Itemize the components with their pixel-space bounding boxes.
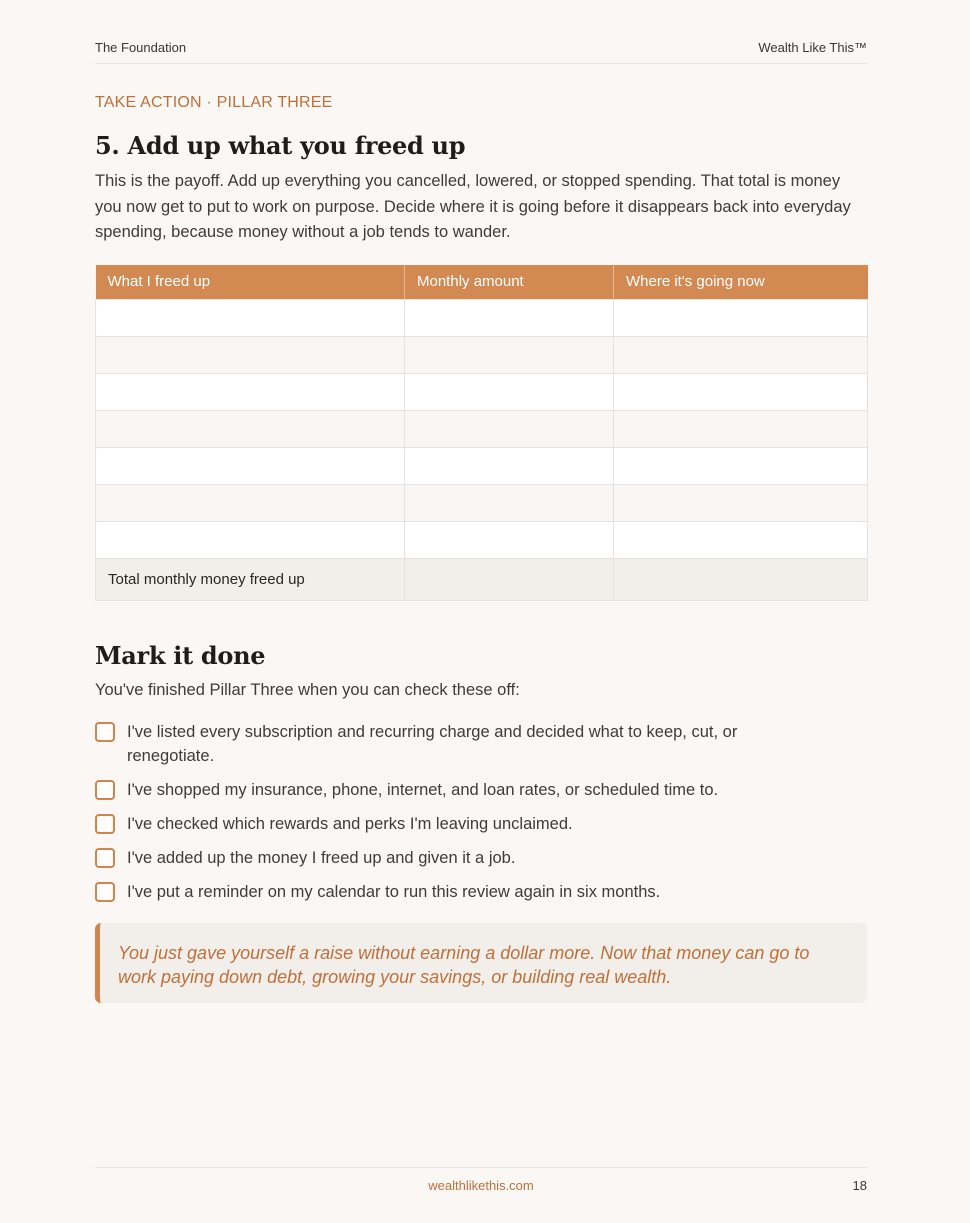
header-brand: Wealth Like This™ [758,40,867,55]
freed-up-worksheet-table [95,265,868,601]
table-cell[interactable] [405,299,614,336]
header-chapter-title: The Foundation [95,40,187,55]
checklist-item-label: I've checked which rewards and perks I'm leaving unclaimed. [127,815,573,833]
table-row [96,336,868,373]
section-intro: This is the payoff. Add up everything you cancelled, lowered, or stopped spending. That total is money you now get to put to work on purpose. Decide where it is going before it disappears back into everyday spending, because money without a job tends to wander. [95,172,851,241]
checklist-item [95,812,867,836]
checkbox[interactable] [95,780,115,800]
table-cell[interactable] [614,373,868,410]
table-cell[interactable] [96,373,405,410]
table-header-row [96,265,868,299]
table-cell[interactable] [96,521,405,558]
checklist-item [95,720,867,768]
total-monthly-amount-cell[interactable] [405,558,614,600]
checklist-title: Mark it done [95,641,266,670]
checklist-item [95,778,867,802]
table-cell[interactable] [405,410,614,447]
table-cell[interactable] [405,336,614,373]
table-row [96,521,868,558]
header-divider [95,63,867,64]
table-row [96,410,868,447]
checkbox[interactable] [95,722,115,742]
table-row [96,447,868,484]
table-cell[interactable] [614,299,868,336]
table-cell[interactable] [614,447,868,484]
table-row [96,484,868,521]
checklist-item-label: I've put a reminder on my calendar to run this review again in six months. [127,883,661,901]
table-cell[interactable] [614,336,868,373]
checklist-item [95,846,867,870]
checklist-intro: You've finished Pillar Three when you can check these off: [95,681,520,699]
table-cell[interactable] [96,336,405,373]
column-header-what-freed-up: What I freed up [96,265,405,299]
table-row [96,373,868,410]
table-cell[interactable] [614,484,868,521]
footer-website-link[interactable]: wealthlikethis.com [428,1178,534,1193]
table-cell[interactable] [405,447,614,484]
table-cell[interactable] [614,410,868,447]
checklist-item-label: I've shopped my insurance, phone, internet, and loan rates, or scheduled time to. [127,781,719,799]
table-cell[interactable] [405,484,614,521]
table-cell[interactable] [614,521,868,558]
column-header-monthly-amount: Monthly amount [405,265,614,299]
document-page [95,0,867,1223]
table-cell[interactable] [405,373,614,410]
table-cell[interactable] [96,447,405,484]
table-cell[interactable] [405,521,614,558]
checklist-item-label: I've listed every subscription and recurring charge and decided what to keep, cut, or renegotiate. [127,723,738,765]
footer-divider [95,1167,867,1168]
checkbox[interactable] [95,814,115,834]
checklist-item [95,880,867,904]
table-cell[interactable] [96,410,405,447]
completion-checklist [95,720,867,914]
table-total-row [96,558,868,600]
running-header [95,40,867,55]
encouragement-callout [95,923,867,1003]
checkbox[interactable] [95,848,115,868]
checkbox[interactable] [95,882,115,902]
table-cell[interactable] [96,299,405,336]
column-header-where-going: Where it's going now [614,265,868,299]
table-cell[interactable] [96,484,405,521]
section-kicker: TAKE ACTION · PILLAR THREE [95,94,333,111]
table-row [96,299,868,336]
checklist-item-label: I've added up the money I freed up and given it a job. [127,849,516,867]
section-title: 5. Add up what you freed up [95,131,466,160]
total-label: Total monthly money freed up [96,558,405,600]
total-where-going-cell[interactable] [614,558,868,600]
page-number: 18 [852,1178,867,1193]
callout-text: You just gave yourself a raise without earning a dollar more. Now that money can go to work paying down debt, growing your savings, or building real wealth. [118,943,810,987]
